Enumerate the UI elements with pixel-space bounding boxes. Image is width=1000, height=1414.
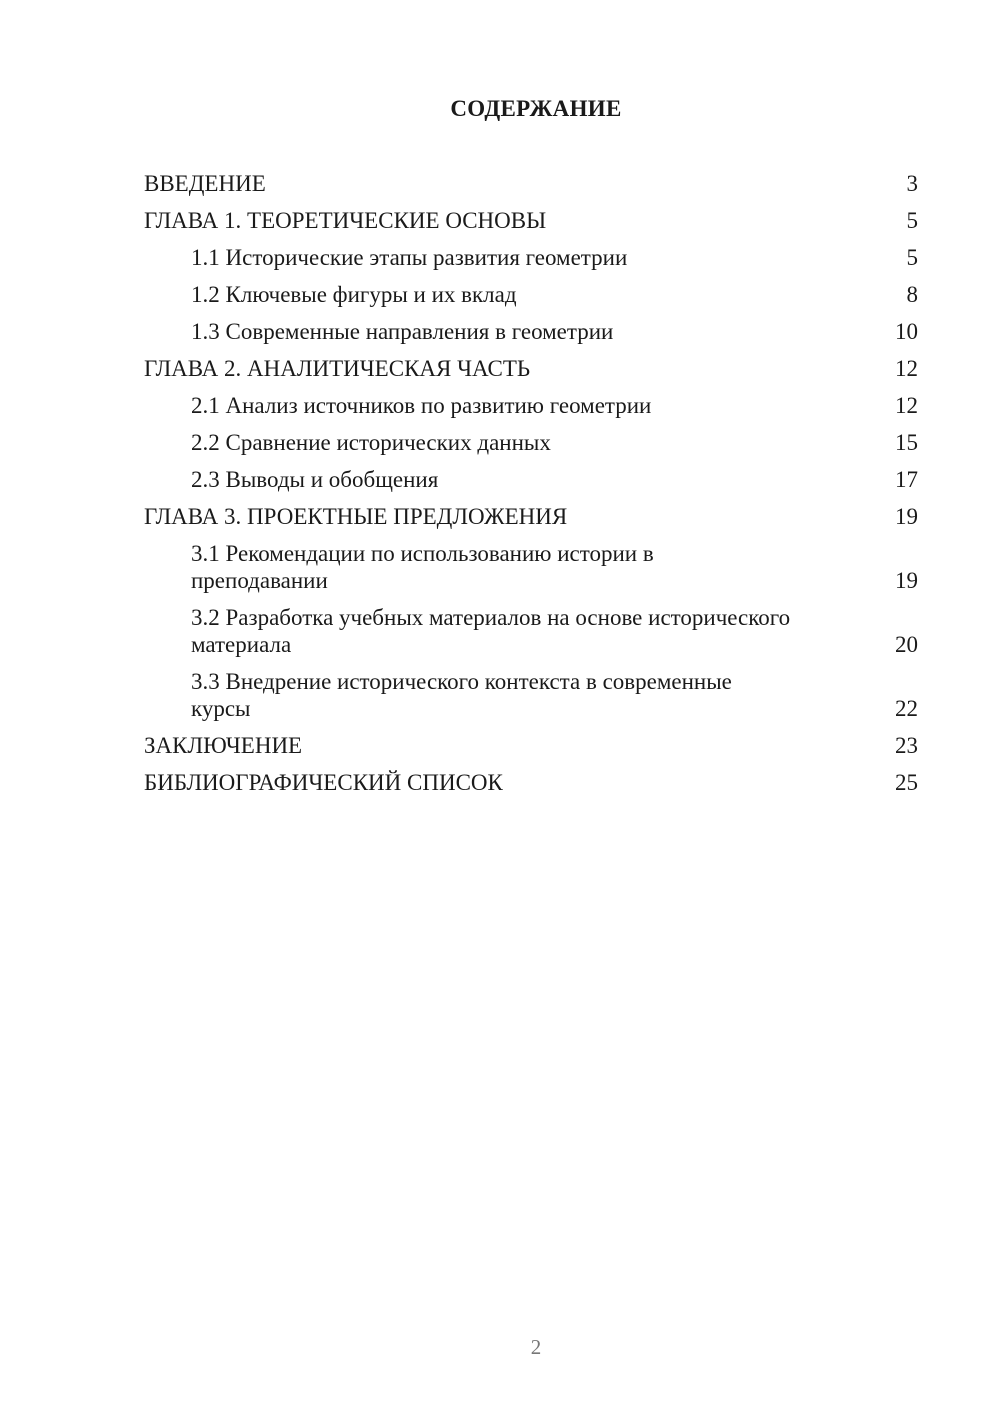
- toc-entry-label: 1.1 Исторические этапы развития геометрии: [191, 245, 628, 270]
- toc-entry-page: 8: [906, 282, 918, 307]
- toc-entry-label: 1.2 Ключевые фигуры и их вклад: [191, 282, 517, 307]
- toc-entry-label: ВВЕДЕНИЕ: [144, 171, 266, 196]
- page-title: СОДЕРЖАНИЕ: [450, 96, 622, 121]
- toc-entry-page: 19: [895, 568, 918, 593]
- toc-entry-section-3-3: [144, 668, 918, 722]
- toc-entry-page: 12: [895, 393, 918, 418]
- toc-entry-chapter-3: [144, 503, 918, 530]
- toc-entry-page: 22: [895, 696, 918, 721]
- toc-entry-page: 23: [895, 733, 918, 758]
- toc-entry-page: 17: [895, 467, 918, 492]
- toc-entry-label: 2.1 Анализ источников по развитию геометрии: [191, 393, 652, 418]
- toc-entry-page: 5: [906, 208, 918, 233]
- toc-entry-page: 3: [906, 171, 918, 196]
- toc-entry-chapter-1: [144, 207, 918, 234]
- toc-entry-section-1-3: [144, 318, 918, 345]
- toc-entry-label: ГЛАВА 2. АНАЛИТИЧЕСКАЯ ЧАСТЬ: [144, 356, 531, 381]
- toc-entry-chapter-2: [144, 355, 918, 382]
- toc-entry-section-1-2: [144, 281, 918, 308]
- toc-entry-label: 2.3 Выводы и обобщения: [191, 467, 439, 492]
- toc-entry-section-2-2: [144, 429, 918, 456]
- toc-entry-label: 3.3 Внедрение исторического контекста в современные курсы: [191, 669, 732, 721]
- toc-entry-page: 20: [895, 632, 918, 657]
- toc-entry-page: 15: [895, 430, 918, 455]
- toc-entry-section-2-3: [144, 466, 918, 493]
- toc-entry-page: 10: [895, 319, 918, 344]
- toc-entry-bibliography: [144, 769, 918, 796]
- toc-entry-section-3-2: [144, 604, 918, 658]
- toc-entry-section-3-1: [144, 540, 918, 594]
- toc-entry-conclusion: [144, 732, 918, 759]
- toc-entry-label: БИБЛИОГРАФИЧЕСКИЙ СПИСОК: [144, 770, 503, 795]
- toc-entry-page: 25: [895, 770, 918, 795]
- toc-entry-page: 5: [906, 245, 918, 270]
- toc-entry-label: 1.3 Современные направления в геометрии: [191, 319, 614, 344]
- toc-entry-section-1-1: [144, 244, 918, 271]
- toc-entry-label: ГЛАВА 1. ТЕОРЕТИЧЕСКИЕ ОСНОВЫ: [144, 208, 547, 233]
- toc-entry-label: 2.2 Сравнение исторических данных: [191, 430, 551, 455]
- toc-entry-label: 3.2 Разработка учебных материалов на основе исторического материала: [191, 605, 791, 657]
- page-number: 2: [530, 1335, 542, 1359]
- toc-entry-page: 19: [895, 504, 918, 529]
- toc-entry-label: 3.1 Рекомендации по использованию истории в преподавании: [191, 541, 654, 593]
- toc-entry-section-2-1: [144, 392, 918, 419]
- toc-entry-introduction: [144, 170, 918, 197]
- toc-entry-label: ЗАКЛЮЧЕНИЕ: [144, 733, 303, 758]
- toc-entry-page: 12: [895, 356, 918, 381]
- toc-entry-label: ГЛАВА 3. ПРОЕКТНЫЕ ПРЕДЛОЖЕНИЯ: [144, 504, 568, 529]
- table-of-contents: [144, 170, 918, 806]
